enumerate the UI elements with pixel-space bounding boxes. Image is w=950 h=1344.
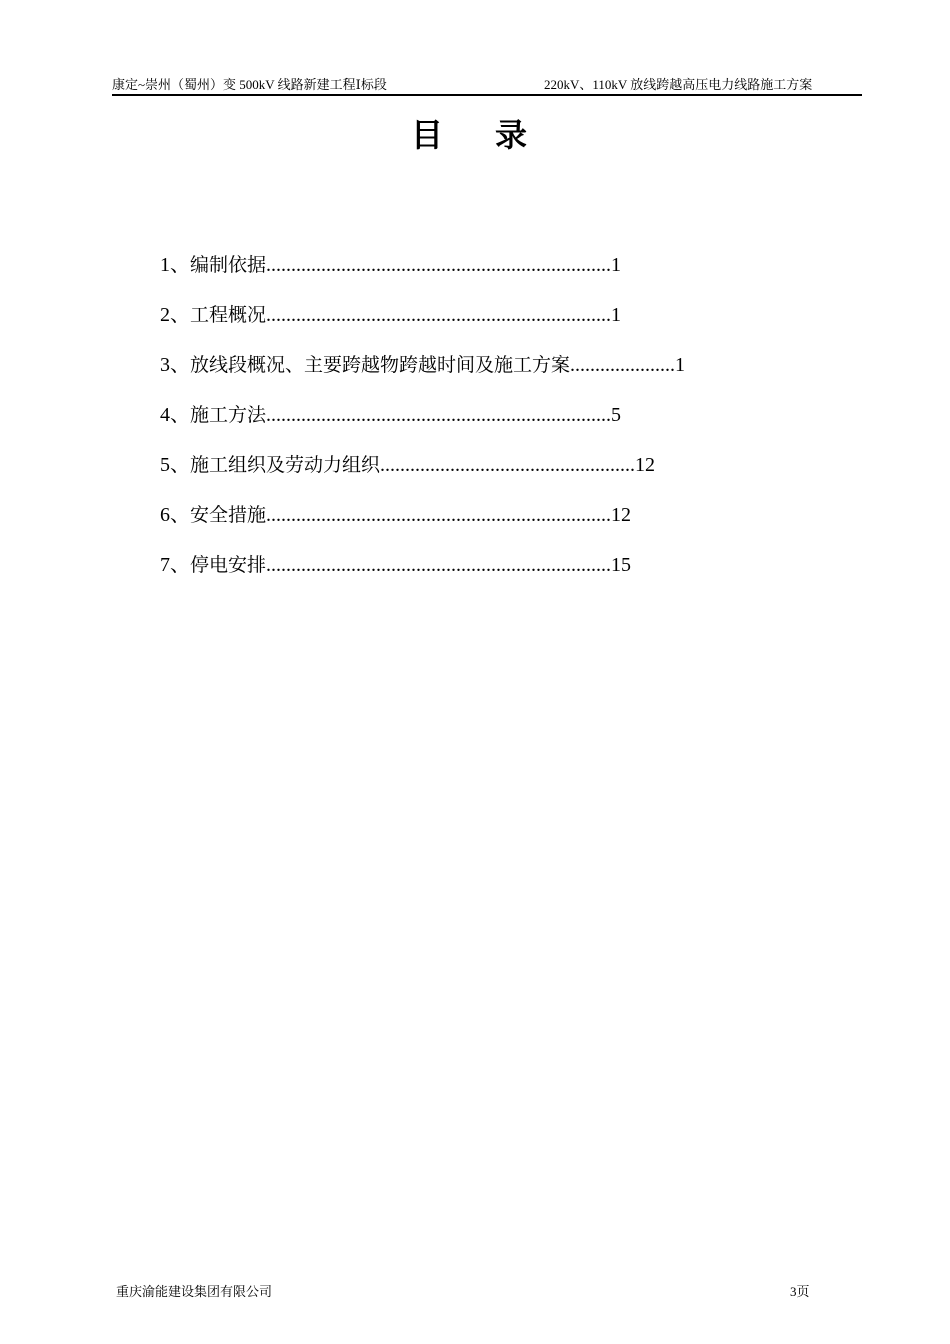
toc-entry-leader: ..................................................................... [266,304,612,326]
toc-entry-number: 6、 [160,504,190,526]
toc-entry[interactable] [160,500,860,550]
toc-entry-label: 编制依据 [190,254,267,276]
toc-entry-leader: ..................................................................... [266,404,612,426]
toc-entry[interactable] [160,250,860,300]
toc-entry-label: 工程概况 [190,304,267,326]
toc-entry[interactable] [160,550,860,600]
header-document-title: 220kV、110kV 放线跨越高压电力线路施工方案 [544,77,813,92]
toc-entry[interactable] [160,350,860,400]
toc-entry-page: 1 [611,254,622,276]
toc-entry-page: 1 [611,304,622,326]
toc-entry[interactable] [160,450,860,500]
footer-company: 重庆渝能建设集团有限公司 [116,1284,273,1299]
toc-entry-leader: ..................................................................... [266,554,612,576]
toc-entry-label: 安全措施 [190,504,267,526]
toc-entry-number: 4、 [160,404,190,426]
toc-entry-leader: ................................................... [380,454,636,476]
toc-entry-label: 停电安排 [190,554,267,576]
toc-title: 目录 [410,116,579,154]
toc-entry-page: 5 [611,404,622,426]
toc-entry-leader: ..................... [570,354,676,376]
toc-entry-number: 5、 [160,454,190,476]
footer-page-number: 3页 [790,1284,810,1299]
page-header [112,76,862,96]
toc-entry-page: 12 [611,504,632,526]
toc-entry-page: 1 [675,354,686,376]
toc-entry[interactable] [160,400,860,450]
toc-entry-number: 2、 [160,304,190,326]
toc-entry-page: 15 [611,554,632,576]
toc-entry[interactable] [160,300,860,350]
toc-entry-leader: ..................................................................... [266,504,612,526]
toc-entry-page: 12 [635,454,656,476]
toc-entry-number: 1、 [160,254,190,276]
toc-entry-label: 放线段概况、主要跨越物跨越时间及施工方案 [190,354,571,376]
toc-entry-number: 7、 [160,554,190,576]
header-project-name: 康定~崇州（蜀州）变 500kV 线路新建工程Ⅰ标段 [112,77,387,92]
toc-entry-label: 施工方法 [190,404,267,426]
toc-entry-label: 施工组织及劳动力组织 [190,454,381,476]
toc-entry-leader: ..................................................................... [266,254,612,276]
toc-entry-number: 3、 [160,354,190,376]
table-of-contents [160,250,860,600]
